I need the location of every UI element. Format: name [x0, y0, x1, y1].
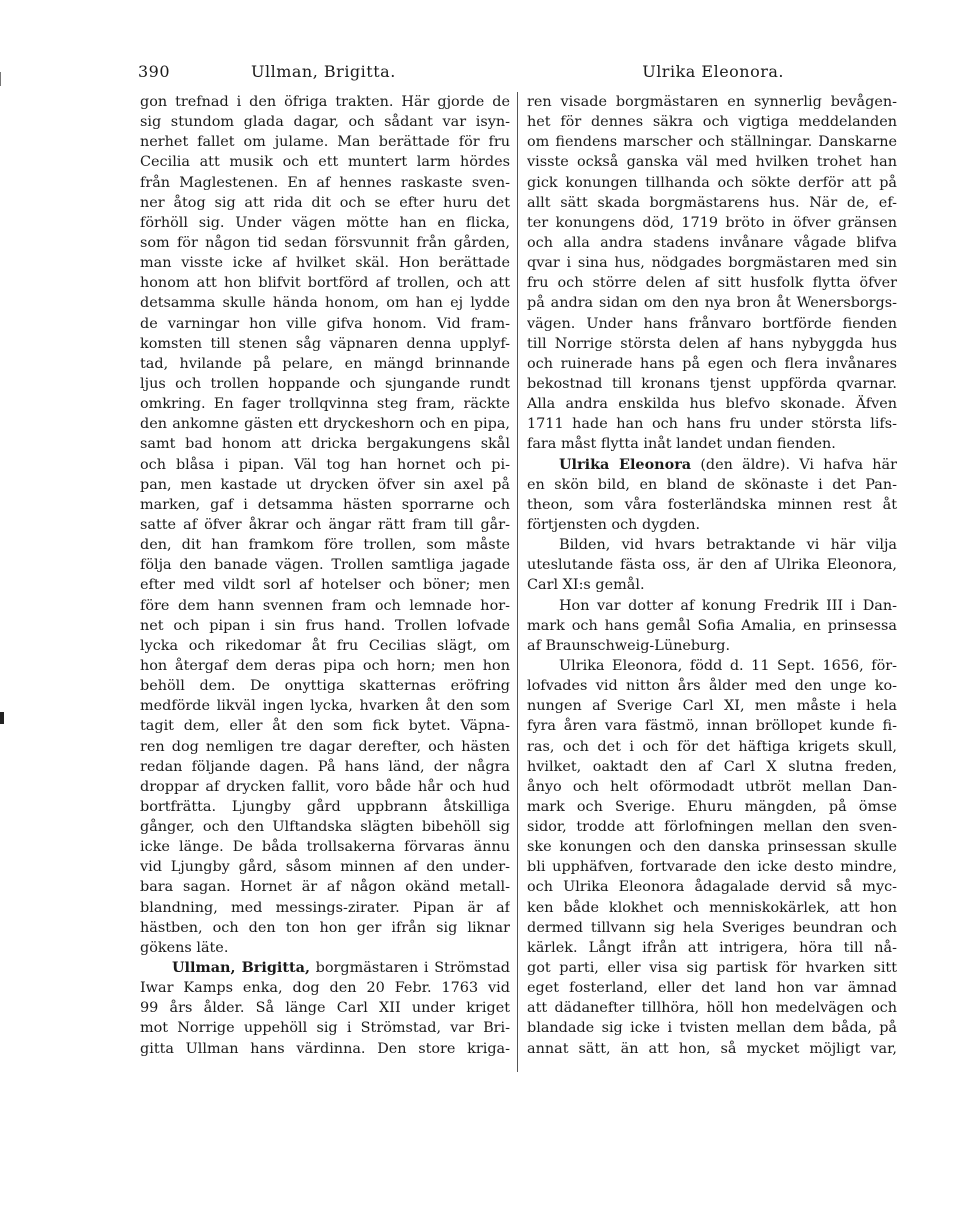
text-line: [140, 656, 510, 676]
line-text: (den äldre). Vi hafva här: [691, 456, 897, 473]
line-text: mot Norrige uppehöll sig i Strömstad, var Bri-: [140, 1020, 510, 1037]
text-line: [527, 958, 897, 978]
text-line: [527, 354, 897, 374]
text-line: [527, 757, 897, 777]
line-text: man visste icke af hvilket skäl. Hon berättade: [140, 255, 510, 272]
line-text: marken, gaf i detsamma hästen sporrarne och: [140, 496, 510, 513]
text-line: [527, 455, 897, 475]
line-text: nerhet fallet om julame. Man berättade för fru: [140, 134, 510, 151]
line-text: hon återgaf dem deras pipa och horn; men hon: [140, 657, 510, 674]
text-line: [527, 193, 897, 213]
line-text: vägen. Under hans frånvaro bortförde fienden: [527, 315, 897, 332]
text-line: [527, 475, 897, 495]
line-text: nungen af Sverige Carl XI, men måste i hela: [527, 698, 897, 715]
text-line: [527, 596, 897, 616]
text-line: [527, 434, 897, 454]
line-text: gånger, och den Ulftandska slägten bibehöll sig: [140, 819, 510, 836]
line-text: och ruinerade hans på egen och flera invånares: [527, 355, 897, 372]
text-line: [140, 757, 510, 777]
text-line: [140, 676, 510, 696]
line-text: mark och hans gemål Sofia Amalia, en prinsessa: [527, 617, 897, 634]
text-line: [140, 213, 510, 233]
line-text: 99 års ålder. Så länge Carl XII under kriget: [140, 1000, 510, 1017]
text-line: [527, 132, 897, 152]
text-line: [527, 515, 897, 535]
line-text: borgmästaren i Strömstad: [309, 960, 510, 977]
line-text: ner åtog sig att rida dit och se efter huru det: [140, 194, 510, 211]
text-line: [140, 817, 510, 837]
line-text: och alla andra stadens invånare vågade blifva: [527, 234, 897, 251]
line-text: uteslutande fästa oss, är den af Ulrika Eleonora,: [527, 557, 897, 574]
line-text: af Braunschweig-Lüneburg.: [527, 637, 731, 654]
text-line: [140, 314, 510, 334]
line-text: Hon var dotter af konung Fredrik III i Dan-: [559, 597, 897, 614]
text-line: [527, 213, 897, 233]
line-text: hvilket, oaktadt den af Carl X slutna freden,: [527, 758, 897, 775]
line-text: förhöll sig. Under vägen mötte han en flicka,: [140, 214, 510, 231]
text-line: [140, 877, 510, 897]
column-divider: [517, 92, 518, 1072]
line-text: mark och Sverige. Ehuru mängden, på ömse: [527, 798, 897, 815]
line-text: efter med vildt sorl af hotelser och böner; men: [140, 577, 510, 594]
line-text: het för dennes säkra och vigtiga meddelanden: [527, 114, 897, 131]
text-line: [140, 495, 510, 515]
line-text: ter konungens död, 1719 bröto in öfver gränsen: [527, 214, 897, 231]
text-line: [527, 273, 897, 293]
line-text: tad, hvilande på pelare, en mängd brinnande: [140, 355, 510, 372]
text-line: [527, 414, 897, 434]
line-text: om fiendens marscher och ställningar. Danskarne: [527, 134, 897, 151]
line-text: förtjensten och dygden.: [527, 516, 701, 533]
text-line: [527, 575, 897, 595]
line-text: fru och större delen af sitt husfolk flytta öfver: [527, 275, 897, 292]
text-line: [527, 898, 897, 918]
text-line: [140, 716, 510, 736]
text-line: [140, 152, 510, 172]
line-text: vid Ljungby gård, såsom minnen af den under-: [140, 859, 510, 876]
line-text: gökens läte.: [140, 939, 229, 956]
line-text: dermed tillvann sig hela Sveriges beundran och: [527, 919, 897, 936]
text-line: [140, 354, 510, 374]
text-line: [140, 978, 510, 998]
text-line: [140, 918, 510, 938]
line-text: visste också ganska väl med hvilken trohet han: [527, 154, 897, 171]
line-text: bli upphäfven, fortvarade den icke desto mindre,: [527, 859, 897, 876]
line-text: net och pipan i sin frus hand. Trollen lofvade: [140, 617, 510, 634]
text-line: [140, 515, 510, 535]
line-text: Ulrika Eleonora, född d. 11 Sept. 1656, för-: [559, 657, 897, 674]
line-text: samt bad honom att dricka bergakungens skål: [140, 436, 510, 453]
running-header: [138, 62, 784, 86]
line-text: gitta Ullman hans värdinna. Den store kriga-: [140, 1040, 510, 1057]
line-text: Iwar Kamps enka, dog den 20 Febr. 1763 vid: [140, 980, 510, 997]
text-line: [527, 656, 897, 676]
text-line: [140, 535, 510, 555]
text-line: [527, 978, 897, 998]
line-text: blandning, med messings-zirater. Pipan är af: [140, 899, 510, 916]
line-text: lofvades vid nitton års ålder med den unge ko-: [527, 678, 897, 695]
text-line: [527, 817, 897, 837]
line-text: de varningar hon ville gifva honom. Vid fram-: [140, 315, 510, 332]
text-line: [527, 152, 897, 172]
line-text: gon trefnad i den öfriga trakten. Här gjorde de: [140, 94, 510, 110]
line-text: bekostnad till kronans tjenst uppförda qvarnar.: [527, 375, 897, 392]
left-column: [140, 92, 510, 1059]
line-text: behöll dem. De onyttiga skatternas eröfring: [140, 678, 510, 695]
text-line: [140, 455, 510, 475]
text-line: [140, 132, 510, 152]
text-line: [140, 112, 510, 132]
text-line: [527, 233, 897, 253]
margin-mark: [0, 712, 4, 724]
line-text: detsamma skulle hända honom, om han ej lydde: [140, 295, 510, 312]
text-line: [140, 616, 510, 636]
text-line: [140, 958, 510, 978]
text-line: [140, 555, 510, 575]
text-line: [140, 998, 510, 1018]
text-line: [140, 173, 510, 193]
line-text: ken både klokhet och menniskokärlek, att hon: [527, 899, 897, 916]
text-line: [140, 414, 510, 434]
text-line: [140, 273, 510, 293]
text-line: [140, 193, 510, 213]
text-line: [140, 837, 510, 857]
line-text: 1711 hade han och hans fru under största lifs-: [527, 416, 897, 433]
text-line: [140, 696, 510, 716]
text-line: [527, 334, 897, 354]
text-line: [140, 434, 510, 454]
line-text: pan, men kastade ut drycken öfver sin axel på: [140, 476, 510, 493]
line-text: komsten till stenen såg väpnaren denna upplyf-: [140, 335, 510, 352]
text-line: [140, 575, 510, 595]
line-text: lycka och rikedomar åt fru Cecilias slägt, om: [140, 637, 510, 654]
text-line: [527, 797, 897, 817]
line-text: satte af öfver åkrar och ängar rätt fram till går-: [140, 516, 510, 533]
line-text: tagit dem, eller åt den som fick bytet. Väpna-: [140, 718, 510, 735]
line-text: ske konungen och den danska prinsessan skulle: [527, 839, 897, 856]
text-line: [140, 475, 510, 495]
text-line: [527, 636, 897, 656]
text-line: [527, 616, 897, 636]
line-text: från Maglestenen. En af hennes raskaste sven-: [140, 174, 510, 191]
text-line: [527, 1018, 897, 1038]
text-line: [140, 394, 510, 414]
line-text: gick konungen tillhanda och sökte derför att på: [527, 174, 897, 191]
line-text: blandade sig icke i tvisten mellan dem båda, på: [527, 1020, 897, 1037]
line-text: sig stundom glada dagar, och sådant var isyn-: [140, 114, 510, 131]
line-text: icke länge. De båda trollsakerna förvaras ännu: [140, 839, 510, 856]
line-text: sidor, trodde att förlofningen mellan den sven-: [527, 819, 897, 836]
line-text: droppar af drycken fallit, voro både hår och hud: [140, 778, 510, 795]
line-text: till Norrige största delen af hans nybyggda hus: [527, 335, 897, 352]
text-line: [140, 334, 510, 354]
line-text: bara sagan. Hornet är af någon okänd metall-: [140, 879, 510, 896]
line-text: Cecilia att musik och ett muntert larm hördes: [140, 154, 510, 171]
line-text: före dem hann svennen fram och lemnade hor-: [140, 597, 510, 614]
line-text: allt sätt skada borgmästarens hus. När de, ef-: [527, 194, 897, 211]
text-line: [140, 374, 510, 394]
text-line: [527, 716, 897, 736]
line-text: följa den banade vägen. Trollen samtliga jagade: [140, 557, 510, 574]
text-line: [527, 737, 897, 757]
line-text: och Ulrika Eleonora ådagalade dervid så myc-: [527, 879, 897, 896]
text-line: [527, 938, 897, 958]
text-line: [527, 555, 897, 575]
line-text: hästben, och den ton hon ger ifrån sig liknar: [140, 919, 510, 936]
text-line: [140, 1039, 510, 1059]
line-text: redan följande dagen. På hans länd, der några: [140, 758, 510, 775]
line-text: ren dog nemligen tre dagar derefter, och hästen: [140, 738, 510, 755]
text-line: [527, 676, 897, 696]
text-line: [527, 394, 897, 414]
text-line: [140, 233, 510, 253]
text-line: [140, 92, 510, 112]
left-running-head: Ullman, Brigitta.: [251, 62, 396, 81]
text-line: [527, 92, 897, 112]
line-text: den, dit han framkom före trollen, som måste: [140, 537, 510, 554]
line-text: medförde likväl ingen lycka, hvarken åt den som: [140, 698, 510, 715]
text-line: [527, 314, 897, 334]
line-text: omkring. En fager trollqvinna steg fram, räckte: [140, 396, 510, 413]
right-column: [527, 92, 897, 1059]
line-text: en skön bild, en bland de skönaste i det Pan-: [527, 476, 897, 493]
text-line: [527, 535, 897, 555]
text-line: [527, 918, 897, 938]
text-line: [527, 374, 897, 394]
line-text: theon, som våra fosterländska minnen rest åt: [527, 496, 897, 513]
text-line: [527, 998, 897, 1018]
text-line: [527, 877, 897, 897]
text-line: [527, 777, 897, 797]
text-line: [140, 596, 510, 616]
margin-mark-top: [0, 72, 1, 86]
line-text: ljus och trollen hoppande och sjungande rundt: [140, 375, 510, 392]
text-line: [527, 1039, 897, 1059]
text-line: [140, 253, 510, 273]
line-text: ren visade borgmästaren en synnerlig bevågen-: [527, 94, 897, 110]
text-line: [527, 857, 897, 877]
line-text: att dädanefter tillhöra, höll hon medelvägen och: [527, 1000, 897, 1017]
line-text: som för någon tid sedan försvunnit från gården,: [140, 234, 510, 251]
line-text: ånyo och helt oförmodadt utbröt mellan Dan-: [527, 778, 897, 795]
line-text: Carl XI:s gemål.: [527, 577, 645, 594]
text-line: [140, 857, 510, 877]
text-line: [527, 253, 897, 273]
line-text: Bilden, vid hvars betraktande vi här vilja: [559, 537, 897, 554]
text-line: [140, 636, 510, 656]
text-line: [527, 173, 897, 193]
line-text: och blåsa i pipan. Väl tog han hornet och pi-: [140, 456, 510, 473]
line-text: den ankomne gästen ett dryckeshorn och en pipa,: [140, 416, 510, 433]
line-text: fyra åren vara fästmö, innan bröllopet kunde fi-: [527, 718, 897, 735]
text-line: [140, 293, 510, 313]
entry-heading: Ullman, Brigitta,: [172, 959, 310, 977]
line-text: annat sätt, än att hon, så mycket möjligt var,: [527, 1040, 897, 1057]
text-line: [140, 898, 510, 918]
text-line: [527, 837, 897, 857]
text-line: [140, 797, 510, 817]
line-text: qvar i sina hus, nödgades borgmästaren med sin: [527, 255, 897, 272]
line-text: eget fosterland, eller det land hon var ämnad: [527, 980, 897, 997]
line-text: kärlek. Långt ifrån att intrigera, höra till nå-: [527, 939, 897, 956]
line-text: fara måst flytta inåt landet undan fienden.: [527, 436, 836, 453]
text-line: [527, 495, 897, 515]
line-text: ras, och det i och för det häftiga krigets skull,: [527, 738, 897, 755]
text-line: [527, 112, 897, 132]
right-running-head: Ulrika Eleonora.: [642, 62, 784, 81]
text-line: [140, 1018, 510, 1038]
text-line: [527, 696, 897, 716]
line-text: bortfrätta. Ljungby gård uppbrann åtskilliga: [140, 798, 510, 815]
page-number: 390: [138, 62, 171, 81]
line-text: på andra sidan om den nya bron åt Wenersborgs-: [527, 295, 897, 312]
text-line: [140, 737, 510, 757]
text-line: [140, 938, 510, 958]
line-text: honom att hon blifvit bortförd af trollen, och att: [140, 275, 510, 292]
line-text: Alla andra enskilda hus blefvo skonade. Äfven: [527, 396, 897, 413]
text-line: [527, 293, 897, 313]
text-line: [140, 777, 510, 797]
entry-heading: Ulrika Eleonora: [559, 455, 692, 473]
line-text: got parti, eller visa sig partisk för hvarken sitt: [527, 960, 897, 977]
